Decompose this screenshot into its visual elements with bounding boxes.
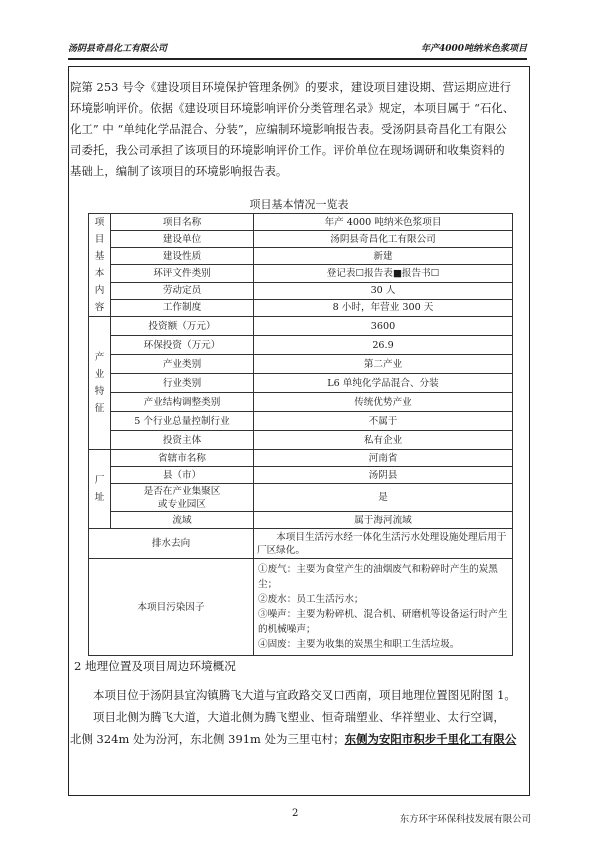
row-value: 汤阴县: [254, 467, 513, 484]
row-value: 是: [254, 484, 513, 512]
location-text: 北侧 324m 处为汾河，东北侧 391m 处为三里屯村；: [70, 732, 345, 746]
project-info-table: [88, 213, 513, 656]
drainage-value: 本项目生活污水经一体化生活污水处理设施处理后用于厂区绿化。: [254, 529, 513, 559]
row-label: 省辖市名称: [111, 450, 254, 467]
pollution-list: [254, 559, 513, 656]
row-value: 汤阴县奇昌化工有限公司: [254, 231, 513, 248]
row-value: 登记表☐报告表■报告书☐: [254, 265, 513, 282]
table-row: [89, 431, 513, 450]
intro-line: 基础上，编制了该项目的环境影响报告表。: [70, 164, 288, 178]
pollution-label: 本项目污染因子: [89, 559, 254, 656]
table-row: [89, 484, 513, 512]
location-line: [70, 728, 528, 750]
table-row: [89, 299, 513, 316]
table-row: [89, 529, 513, 559]
location-line: 项目北侧为腾飞大道，大道北侧为腾飞塑业、恒奇瑞塑业、华祥塑业、太行空调，: [93, 710, 505, 724]
row-label: 劳动定员: [111, 282, 254, 299]
pollution-item: ②废水：员工生活污水；: [258, 594, 364, 605]
intro-line: 环境影响评价。依据《建设项目环境影响评价分类管理名录》规定，本项目属于 “石化、: [70, 101, 515, 115]
row-value: 传统优势产业: [254, 393, 513, 412]
table-row: [89, 374, 513, 393]
header-project: 年产4000吨纳米色浆项目: [420, 44, 527, 54]
row-label: 县（市）: [111, 467, 254, 484]
footer-company: 东方环宇环保科技发展有限公司: [399, 814, 531, 825]
row-label: 投资额（万元）: [111, 317, 254, 336]
row-label: 建设性质: [111, 248, 254, 265]
row-value: 属于海河流域: [254, 512, 513, 529]
row-value: 不属于: [254, 412, 513, 431]
table-row: [89, 317, 513, 336]
row-value: 年产 4000 吨纳米色浆项目: [254, 214, 513, 231]
row-label: 投资主体: [111, 431, 254, 450]
row-label: 产业结构调整类别: [111, 393, 254, 412]
row-value: L6 单纯化学品混合、分装: [254, 374, 513, 393]
row-label: 建设单位: [111, 231, 254, 248]
row-value: 新建: [254, 248, 513, 265]
row-label: 是否在产业集聚区 或专业园区: [111, 484, 254, 512]
table-row: [89, 231, 513, 248]
group-label: 产 业 特 征: [89, 317, 111, 450]
location-text-underlined: 东侧为安阳市积步千里化工有限公: [344, 732, 517, 746]
table-row: [89, 282, 513, 299]
row-value: 河南省: [254, 450, 513, 467]
table-row: [89, 512, 513, 529]
table-row: [89, 467, 513, 484]
table-row: [89, 265, 513, 282]
table-row: [89, 355, 513, 374]
row-label: 行业类别: [111, 374, 254, 393]
row-label: 环评文件类别: [111, 265, 254, 282]
table-row: [89, 214, 513, 231]
page-header: [68, 38, 527, 60]
table-row: [89, 412, 513, 431]
row-value: 3600: [254, 317, 513, 336]
row-value: 8 小时，年营业 300 天: [254, 299, 513, 316]
intro-line: 院第 253 号令《建设项目环境保护管理条例》的要求，建设项目建设期、营运期应进行: [70, 80, 512, 94]
drainage-label: 排水去向: [89, 529, 254, 559]
table-row: [89, 336, 513, 355]
intro-line: 化工” 中 “单纯化学品混合、分装”，应编制环境影响报告表。受汤阴县奇昌化工有限公: [70, 122, 507, 136]
row-value: 第二产业: [254, 355, 513, 374]
table-row: [89, 559, 513, 656]
header-company: 汤阴县奇昌化工有限公司: [68, 44, 168, 54]
row-value: 私有企业: [254, 431, 513, 450]
section-title: 2 地理位置及项目周边环境概况: [74, 659, 236, 673]
pollution-item: ④固废：主要为收集的炭黑尘和职工生活垃圾。: [258, 639, 460, 650]
row-value: 30 人: [254, 282, 513, 299]
page-number: 2: [292, 808, 299, 819]
intro-line: 司委托，我公司承担了该项目的环境影响评价工作。评价单位在现场调研和收集资料的: [70, 143, 505, 157]
row-label: 工作制度: [111, 299, 254, 316]
location-paragraph: [70, 684, 528, 750]
table-row: [89, 450, 513, 467]
pollution-item: ③噪声：主要为粉碎机、混合机、研磨机等设备运行时产生的机械噪声；: [258, 609, 508, 635]
group-label: 项 目 基 本 内 容: [89, 214, 111, 317]
group-label: 厂 址: [89, 450, 111, 529]
intro-paragraph: [70, 77, 528, 182]
location-line: 本项目位于汤阴县宜沟镇腾飞大道与宜政路交叉口西南，项目地理位置图见附图 1。: [93, 688, 516, 702]
pollution-item: ①废气：主要为食堂产生的油烟废气和粉碎时产生的炭黑尘；: [258, 564, 498, 590]
row-value: 26.9: [254, 336, 513, 355]
table-caption: 项目基本情况一览表: [249, 198, 349, 211]
row-label: 环保投资（万元）: [111, 336, 254, 355]
row-label: 流域: [111, 512, 254, 529]
row-label: 项目名称: [111, 214, 254, 231]
table-row: [89, 393, 513, 412]
row-label: 产业类别: [111, 355, 254, 374]
row-label: 5 个行业总量控制行业: [111, 412, 254, 431]
table-row: [89, 248, 513, 265]
